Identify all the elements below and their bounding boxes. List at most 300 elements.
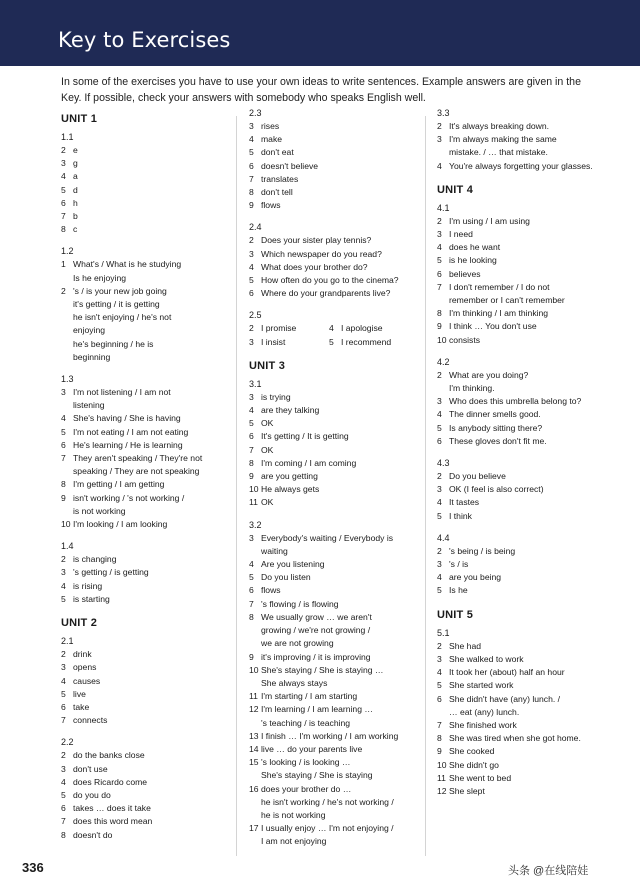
- answer-number: 3: [437, 134, 442, 145]
- answer-item: [249, 287, 419, 300]
- answer-item: [437, 408, 607, 421]
- answer-item: [61, 426, 231, 439]
- answer-text: 's being / is being: [449, 545, 516, 556]
- answer-number: 5: [249, 572, 254, 583]
- answer-number: 6: [249, 288, 254, 299]
- answer-text: The dinner smells good.: [449, 409, 541, 420]
- answer-number: 2: [437, 369, 442, 380]
- answer-text: We usually grow … we aren't growing / we're not growing / we are not growing: [261, 611, 372, 649]
- answer-number: 11: [249, 691, 258, 702]
- answer-text: doesn't do: [73, 829, 113, 840]
- answer-item: [437, 483, 607, 496]
- answer-item: [249, 417, 419, 430]
- answer-number: 4: [437, 409, 442, 420]
- answer-text: I'm looking / I am looking: [73, 519, 168, 530]
- answer-number: 8: [437, 733, 442, 744]
- answer-text: She didn't go: [449, 759, 499, 770]
- answer-item: [61, 815, 231, 828]
- exercise-section: [437, 627, 607, 798]
- answer-text: Are you listening: [261, 559, 325, 570]
- answer-item: [61, 763, 231, 776]
- answer-text: She slept: [449, 785, 485, 796]
- answer-number: 2: [437, 640, 442, 651]
- answer-item: [249, 444, 419, 457]
- answer-number: 9: [249, 471, 254, 482]
- answer-number: 4: [61, 413, 66, 424]
- answer-text: does your brother do … he isn't working / he's not working / he is not working: [261, 783, 394, 820]
- answer-number: 7: [61, 453, 66, 464]
- answer-text: Is he: [449, 585, 468, 596]
- answer-text: I insist: [261, 336, 286, 347]
- answer-text: do the banks close: [73, 750, 145, 761]
- exercise-section: [437, 107, 607, 173]
- answer-text: OK: [261, 418, 274, 429]
- answer-number: 6: [437, 693, 442, 704]
- answer-text: are they talking: [261, 405, 320, 416]
- exercise-number: 4.4: [437, 532, 450, 543]
- answer-text: takes … does it take: [73, 803, 151, 814]
- answer-text: I think … You don't use: [449, 321, 537, 332]
- answer-number: 7: [61, 816, 66, 827]
- exercise-number: 4.2: [437, 356, 450, 367]
- answer-item: [61, 714, 231, 727]
- exercise-section: [437, 457, 607, 523]
- answer-text: 's / is: [449, 559, 469, 570]
- answer-number: 3: [61, 158, 66, 169]
- answer-item: [61, 802, 231, 815]
- answer-text: They aren't speaking / They're not speaking / They are not speaking: [73, 453, 203, 477]
- answer-number: 3: [61, 567, 66, 578]
- answer-number: 5: [437, 510, 442, 521]
- answer-item: [437, 745, 607, 758]
- exercise-number: 5.1: [437, 627, 450, 638]
- exercise-section: [249, 309, 419, 348]
- answer-text: Everybody's waiting / Everybody is waiting: [261, 532, 394, 556]
- answer-number: 8: [61, 479, 66, 490]
- answer-item: [249, 571, 419, 584]
- answer-text: d: [73, 184, 78, 195]
- answer-text: I'm starting / I am starting: [261, 691, 358, 702]
- answer-item: [437, 545, 607, 558]
- answer-text: I'm not listening / I am not listening: [73, 387, 171, 411]
- answer-text: live … do your parents live: [261, 743, 363, 754]
- answer-item: [437, 435, 607, 448]
- answer-number: 4: [437, 242, 442, 253]
- answer-text: don't use: [73, 763, 108, 774]
- exercise-number: 2.3: [249, 108, 262, 118]
- answer-number: 5: [329, 336, 334, 347]
- answer-number: 7: [61, 211, 66, 222]
- answer-item: [437, 785, 607, 798]
- answer-text: What are you doing? I'm thinking.: [449, 369, 529, 394]
- answer-text: It's always breaking down.: [449, 121, 550, 131]
- answer-number: 3: [437, 653, 442, 664]
- answer-number: 4: [61, 776, 66, 787]
- answer-item: [61, 439, 231, 452]
- answer-number: 9: [249, 200, 254, 211]
- answer-item: [437, 241, 607, 254]
- answer-number: 6: [61, 701, 66, 712]
- answer-number: 6: [61, 439, 66, 450]
- answer-number: 4: [437, 497, 442, 508]
- answer-number: 7: [249, 598, 254, 609]
- answer-number: 4: [61, 171, 66, 182]
- answer-number: 3: [437, 229, 442, 240]
- answer-item: [249, 651, 419, 664]
- answer-number: 3: [61, 662, 66, 673]
- answer-item: [61, 184, 231, 197]
- answer-item: [249, 199, 419, 212]
- exercise-number: 3.3: [437, 108, 450, 118]
- answer-item: [249, 730, 419, 743]
- answer-number: 2: [437, 545, 442, 556]
- watermark: 头条 @在线陪娃: [508, 865, 589, 877]
- answer-text: believes: [449, 268, 481, 279]
- answer-item: [249, 598, 419, 611]
- answer-number: 5: [437, 585, 442, 596]
- exercise-number: 2.2: [61, 737, 74, 748]
- unit-heading: UNIT 5: [437, 608, 474, 621]
- answer-number: 8: [249, 187, 254, 198]
- answer-item: [249, 822, 419, 848]
- answer-item: [437, 422, 607, 435]
- answer-number: 3: [61, 387, 66, 398]
- exercise-number: 3.2: [249, 519, 262, 530]
- answer-text: opens: [73, 662, 97, 673]
- answer-item: [61, 197, 231, 210]
- answer-item: [249, 664, 419, 690]
- answer-number: 5: [61, 789, 66, 800]
- answer-item: [437, 666, 607, 679]
- answer-number: 3: [437, 559, 442, 570]
- answer-number: 4: [437, 160, 442, 171]
- answer-text: You're always forgetting your glasses.: [449, 160, 593, 171]
- answer-item: [437, 228, 607, 241]
- page-header: [0, 0, 640, 66]
- answer-number: 2: [437, 215, 442, 226]
- column-2: [249, 108, 419, 858]
- answer-number: 2: [437, 121, 442, 131]
- answer-number: 15: [249, 757, 259, 768]
- answer-item: [249, 703, 419, 729]
- unit-heading: UNIT 2: [61, 617, 98, 630]
- answer-number: 7: [61, 715, 66, 726]
- answer-item: [437, 395, 607, 408]
- answer-item: [437, 719, 607, 732]
- exercise-section: [249, 378, 419, 510]
- answer-number: 5: [437, 680, 442, 691]
- answer-item: [437, 496, 607, 509]
- answer-number: 8: [61, 829, 66, 840]
- answer-item: [437, 334, 607, 347]
- answer-item: [249, 457, 419, 470]
- answer-item: [437, 254, 607, 267]
- answer-item: [437, 268, 607, 281]
- answer-number: 7: [437, 281, 442, 292]
- answer-text: rises: [261, 121, 280, 131]
- answer-text: What does your brother do?: [261, 261, 368, 272]
- answer-text: does Ricardo come: [73, 776, 148, 787]
- answer-text: is trying: [261, 391, 291, 402]
- answer-item: [437, 510, 607, 523]
- answer-number: 8: [437, 308, 442, 319]
- answer-text: She was tired when she got home.: [449, 733, 581, 744]
- answer-item: [329, 322, 409, 335]
- answer-text: c: [73, 224, 78, 235]
- answer-row: [249, 322, 419, 335]
- answer-text: She went to bed: [449, 772, 512, 783]
- answer-number: 10: [249, 664, 259, 675]
- exercise-section: [437, 532, 607, 598]
- answer-text: drink: [73, 649, 92, 660]
- answer-item: [61, 776, 231, 789]
- answer-number: 3: [437, 396, 442, 407]
- answer-number: 9: [249, 651, 254, 662]
- answer-number: 5: [249, 418, 254, 429]
- exercise-section: [249, 107, 419, 212]
- answer-text: OK: [261, 444, 274, 455]
- answer-item: [61, 492, 231, 518]
- answer-text: These gloves don't fit me.: [449, 435, 547, 446]
- answer-number: 4: [61, 675, 66, 686]
- answer-item: [61, 580, 231, 593]
- answer-text: e: [73, 145, 78, 155]
- answer-number: 2: [61, 750, 66, 761]
- answer-text: Where do your grandparents live?: [261, 288, 391, 299]
- answer-item: [249, 173, 419, 186]
- answer-item: [249, 690, 419, 703]
- answer-item: [61, 386, 231, 412]
- answer-item: [249, 558, 419, 571]
- answer-number: 4: [249, 134, 254, 145]
- answer-item: [61, 688, 231, 701]
- page-title: Key to Exercises: [58, 28, 231, 52]
- column-1: [61, 113, 231, 851]
- answer-item: [61, 285, 231, 364]
- answer-number: 4: [249, 559, 254, 570]
- answer-text: 's looking / is looking … She's staying / She is staying: [261, 757, 373, 781]
- intro-text: In some of the exercises you have to use your own ideas to write sentences. Example answers are given in the Key. If possible, check your answers with somebody who speaks English well.: [61, 76, 581, 104]
- answer-number: 5: [437, 255, 442, 266]
- answer-item: [61, 701, 231, 714]
- answer-text: It tastes: [449, 497, 480, 508]
- answer-number: 9: [437, 746, 442, 757]
- answer-item: [249, 120, 419, 133]
- answer-item: [249, 532, 419, 558]
- answer-number: 12: [437, 785, 447, 796]
- answer-text: 's getting / is getting: [73, 567, 149, 578]
- answer-text: She's having / She is having: [73, 413, 181, 424]
- exercise-section: [61, 635, 231, 727]
- answer-number: 3: [249, 336, 254, 347]
- answer-number: 1: [61, 259, 66, 270]
- answer-number: 2: [61, 145, 66, 155]
- answer-text: I'm coming / I am coming: [261, 457, 357, 468]
- answer-text: flows: [261, 200, 281, 211]
- answer-item: [437, 558, 607, 571]
- answer-text: Do you believe: [449, 471, 506, 482]
- answer-text: Which newspaper do you read?: [261, 248, 382, 259]
- answer-text: causes: [73, 675, 101, 686]
- answer-text: are you being: [449, 572, 502, 583]
- answer-number: 4: [249, 261, 254, 272]
- answer-text: She had: [449, 640, 482, 651]
- answer-item: [249, 261, 419, 274]
- answer-text: is changing: [73, 554, 117, 565]
- answer-item: [61, 789, 231, 802]
- answer-item: [437, 320, 607, 333]
- exercise-section: [61, 373, 231, 531]
- answer-number: 6: [61, 803, 66, 814]
- answer-text: does this word mean: [73, 816, 153, 827]
- answer-item: [437, 679, 607, 692]
- exercise-section: [437, 356, 607, 448]
- answer-number: 9: [61, 492, 66, 503]
- answer-item: [61, 829, 231, 842]
- answer-text: live: [73, 688, 86, 699]
- exercise-section: [437, 202, 607, 347]
- answer-number: 5: [249, 147, 254, 158]
- exercise-number: 2.1: [61, 636, 74, 647]
- answer-item: [249, 234, 419, 247]
- answer-item: [61, 566, 231, 579]
- answer-item: [437, 732, 607, 745]
- answer-number: 11: [437, 772, 446, 783]
- answer-number: 16: [249, 783, 259, 794]
- exercise-section: [249, 221, 419, 300]
- exercise-number: 2.4: [249, 222, 262, 233]
- answer-item: [437, 584, 607, 597]
- answer-text: does he want: [449, 242, 501, 253]
- answer-text: Who does this umbrella belong to?: [449, 396, 582, 407]
- answer-text: I'm not eating / I am not eating: [73, 426, 189, 437]
- answer-item: [249, 404, 419, 417]
- answer-number: 17: [249, 823, 259, 834]
- exercise-number: 1.1: [61, 132, 74, 142]
- answer-text: I apologise: [341, 323, 383, 334]
- answer-item: [249, 430, 419, 443]
- answer-text: She didn't have (any) lunch. / … eat (any) lunch.: [449, 693, 561, 717]
- answer-item: [437, 307, 607, 320]
- answer-item: [61, 157, 231, 170]
- answer-number: 4: [329, 323, 334, 334]
- answer-number: 4: [437, 572, 442, 583]
- answer-item: [61, 478, 231, 491]
- exercise-number: 1.2: [61, 246, 74, 257]
- answer-text: Is anybody sitting there?: [449, 422, 543, 433]
- answer-text: b: [73, 211, 78, 222]
- exercise-number: 3.1: [249, 378, 262, 389]
- answer-text: don't tell: [261, 187, 293, 198]
- page-number: 336: [22, 860, 44, 875]
- answer-item: [437, 772, 607, 785]
- answer-text: I'm always making the same mistake. / … that mistake.: [449, 134, 557, 158]
- answer-number: 3: [249, 248, 254, 259]
- answer-item: [61, 675, 231, 688]
- answer-number: 5: [249, 275, 254, 286]
- answer-item: [61, 258, 231, 284]
- answer-text: a: [73, 171, 78, 182]
- answer-number: 5: [437, 422, 442, 433]
- answer-item: [437, 281, 607, 307]
- answer-item: [437, 215, 607, 228]
- answer-item: [249, 483, 419, 496]
- exercise-section: [61, 540, 231, 606]
- answer-text: She started work: [449, 680, 514, 691]
- answer-text: I finish … I'm working / I am working: [261, 730, 399, 741]
- answer-text: OK (I feel is also correct): [449, 484, 544, 495]
- answer-item: [61, 749, 231, 762]
- answer-text: She finished work: [449, 719, 517, 730]
- answer-text: I'm thinking / I am thinking: [449, 308, 549, 319]
- answer-item: [249, 756, 419, 782]
- exercise-section: [61, 245, 231, 364]
- answer-text: I usually enjoy … I'm not enjoying / I am not enjoying: [261, 823, 394, 847]
- answer-item: [437, 160, 607, 173]
- answer-text: I don't remember / I do not remember or I can't remember: [449, 281, 565, 306]
- answer-item: [249, 584, 419, 597]
- answer-text: How often do you go to the cinema?: [261, 275, 399, 286]
- column-3: [437, 108, 607, 807]
- answer-number: 8: [61, 224, 66, 235]
- answer-text: I promise: [261, 323, 297, 334]
- answer-text: flows: [261, 585, 281, 596]
- answer-item: [249, 391, 419, 404]
- answer-text: make: [261, 134, 283, 145]
- answer-item: [437, 470, 607, 483]
- exercise-number: 1.3: [61, 374, 74, 385]
- answer-number: 2: [249, 235, 254, 246]
- answer-item: [249, 336, 329, 349]
- answer-text: h: [73, 197, 78, 208]
- answer-number: 6: [61, 197, 66, 208]
- answer-number: 2: [249, 323, 254, 334]
- answer-text: don't eat: [261, 147, 294, 158]
- answer-item: [61, 661, 231, 674]
- answer-item: [249, 496, 419, 509]
- answer-item: [249, 146, 419, 159]
- column-divider: [236, 116, 237, 856]
- answer-text: 's flowing / is flowing: [261, 598, 339, 609]
- answer-item: [249, 248, 419, 261]
- answer-number: 6: [437, 268, 442, 279]
- answer-text: OK: [261, 497, 274, 508]
- answer-text: is starting: [73, 593, 110, 604]
- answer-number: 11: [249, 497, 258, 508]
- answer-item: [249, 160, 419, 173]
- answer-item: [249, 133, 419, 146]
- answer-number: 2: [61, 285, 66, 296]
- answer-number: 6: [437, 435, 442, 446]
- exercise-section: [61, 131, 231, 236]
- answer-item: [61, 210, 231, 223]
- answer-text: it's improving / it is improving: [261, 651, 371, 662]
- unit-heading: UNIT 4: [437, 183, 474, 196]
- answer-item: [61, 144, 231, 157]
- answer-number: 2: [61, 649, 66, 660]
- answer-number: 10: [437, 759, 447, 770]
- answer-text: is he looking: [449, 255, 497, 266]
- answer-number: 10: [61, 519, 71, 530]
- answer-number: 5: [61, 593, 66, 604]
- answer-text: consists: [449, 334, 481, 345]
- answer-number: 7: [249, 173, 254, 184]
- exercise-number: 2.5: [249, 310, 262, 321]
- answer-text: translates: [261, 173, 299, 184]
- answer-text: She cooked: [449, 746, 495, 757]
- answer-item: [61, 553, 231, 566]
- answer-number: 8: [249, 457, 254, 468]
